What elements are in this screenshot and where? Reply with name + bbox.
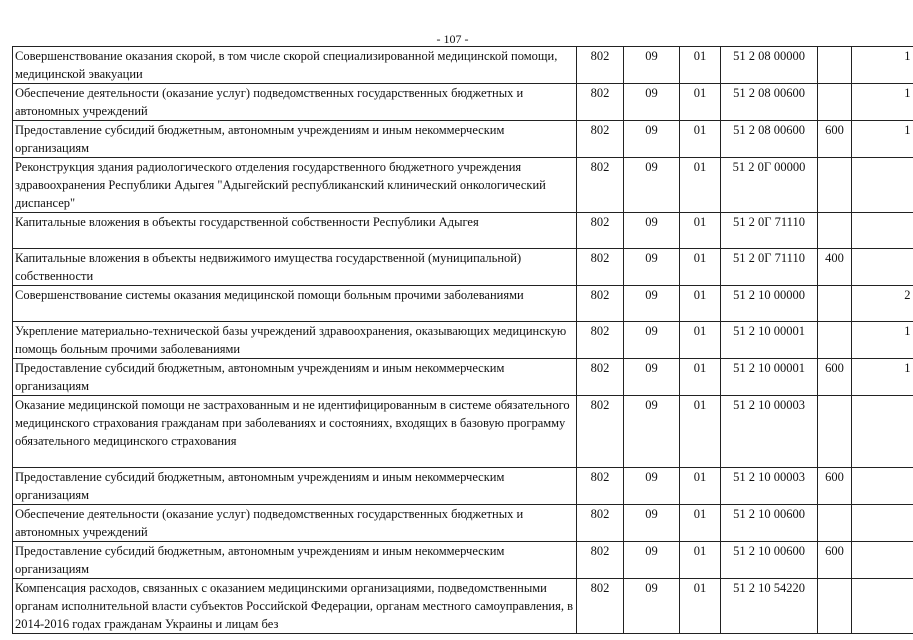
row-name: Компенсация расходов, связанных с оказанием медицинскими организациями, подведомственными органам исполнительной власти субъектов Российской Федерации, органам местного самоуправления, в 2014-2016 годах гражданам Украины и лицам без <box>13 579 577 634</box>
amount <box>852 505 913 542</box>
section-code: 09 <box>624 249 680 286</box>
row-name: Капитальные вложения в объекты недвижимого имущества государственной (муниципальной) собственности <box>13 249 577 286</box>
section-code: 09 <box>624 84 680 121</box>
amount <box>852 249 913 286</box>
subsection-code: 01 <box>680 396 721 468</box>
expense-type-code: 400 <box>818 249 852 286</box>
ved-code: 802 <box>577 359 624 396</box>
amount: 1 <box>852 359 913 396</box>
section-code: 09 <box>624 579 680 634</box>
target-article-code: 51 2 0Г 00000 <box>721 158 818 213</box>
subsection-code: 01 <box>680 47 721 84</box>
section-code: 09 <box>624 505 680 542</box>
row-name: Капитальные вложения в объекты государственной собственности Республики Адыгея <box>13 213 577 249</box>
table-row <box>13 542 913 579</box>
expense-type-code <box>818 322 852 359</box>
target-article-code: 51 2 10 00003 <box>721 468 818 505</box>
amount <box>852 158 913 213</box>
ved-code: 802 <box>577 396 624 468</box>
ved-code: 802 <box>577 322 624 359</box>
amount <box>852 579 913 634</box>
section-code: 09 <box>624 158 680 213</box>
subsection-code: 01 <box>680 286 721 322</box>
table-row <box>13 505 913 542</box>
subsection-code: 01 <box>680 359 721 396</box>
section-code: 09 <box>624 359 680 396</box>
row-name: Предоставление субсидий бюджетным, автономным учреждениям и иным некоммерческим организациям <box>13 468 577 505</box>
ved-code: 802 <box>577 542 624 579</box>
subsection-code: 01 <box>680 542 721 579</box>
section-code: 09 <box>624 286 680 322</box>
section-code: 09 <box>624 47 680 84</box>
expense-type-code <box>818 213 852 249</box>
ved-code: 802 <box>577 121 624 158</box>
target-article-code: 51 2 0Г 71110 <box>721 249 818 286</box>
table-row <box>13 84 913 121</box>
table-row <box>13 213 913 249</box>
table-row <box>13 121 913 158</box>
row-name: Обеспечение деятельности (оказание услуг) подведомственных государственных бюджетных и автономных учреждений <box>13 84 577 121</box>
section-code: 09 <box>624 213 680 249</box>
expense-type-code <box>818 579 852 634</box>
expense-type-code <box>818 505 852 542</box>
subsection-code: 01 <box>680 121 721 158</box>
target-article-code: 51 2 10 00600 <box>721 542 818 579</box>
expense-type-code <box>818 47 852 84</box>
target-article-code: 51 2 08 00000 <box>721 47 818 84</box>
ved-code: 802 <box>577 84 624 121</box>
expense-type-code <box>818 84 852 121</box>
ved-code: 802 <box>577 505 624 542</box>
ved-code: 802 <box>577 286 624 322</box>
expense-type-code: 600 <box>818 542 852 579</box>
subsection-code: 01 <box>680 249 721 286</box>
target-article-code: 51 2 10 00003 <box>721 396 818 468</box>
row-name: Предоставление субсидий бюджетным, автономным учреждениям и иным некоммерческим организациям <box>13 359 577 396</box>
expense-type-code: 600 <box>818 121 852 158</box>
row-name: Реконструкция здания радиологического отделения государственного бюджетного учреждения здравоохранения Республики Адыгея "Адыгейский республиканский клинический онкологический диспансер" <box>13 158 577 213</box>
ved-code: 802 <box>577 579 624 634</box>
expense-type-code <box>818 286 852 322</box>
target-article-code: 51 2 10 00001 <box>721 322 818 359</box>
amount: 1 <box>852 121 913 158</box>
table-row <box>13 158 913 213</box>
section-code: 09 <box>624 468 680 505</box>
target-article-code: 51 2 10 00600 <box>721 505 818 542</box>
ved-code: 802 <box>577 213 624 249</box>
table-row <box>13 47 913 84</box>
amount: 1 <box>852 322 913 359</box>
ved-code: 802 <box>577 249 624 286</box>
subsection-code: 01 <box>680 579 721 634</box>
ved-code: 802 <box>577 47 624 84</box>
subsection-code: 01 <box>680 213 721 249</box>
row-name: Совершенствование оказания скорой, в том числе скорой специализированной медицинской помощи, медицинской эвакуации <box>13 47 577 84</box>
page-number: - 107 - <box>436 32 469 46</box>
expense-type-code <box>818 396 852 468</box>
row-name: Совершенствование системы оказания медицинской помощи больным прочими заболеваниями <box>13 286 577 322</box>
table-row <box>13 396 913 468</box>
subsection-code: 01 <box>680 322 721 359</box>
table-row <box>13 286 913 322</box>
table-row <box>13 322 913 359</box>
target-article-code: 51 2 10 00001 <box>721 359 818 396</box>
target-article-code: 51 2 0Г 71110 <box>721 213 818 249</box>
amount: 1 <box>852 47 913 84</box>
amount <box>852 542 913 579</box>
amount: 1 <box>852 84 913 121</box>
subsection-code: 01 <box>680 84 721 121</box>
subsection-code: 01 <box>680 468 721 505</box>
ved-code: 802 <box>577 158 624 213</box>
row-name: Предоставление субсидий бюджетным, автономным учреждениям и иным некоммерческим организациям <box>13 121 577 158</box>
subsection-code: 01 <box>680 158 721 213</box>
target-article-code: 51 2 08 00600 <box>721 121 818 158</box>
amount <box>852 396 913 468</box>
table-row <box>13 359 913 396</box>
table-row <box>13 468 913 505</box>
table-row <box>13 579 913 634</box>
section-code: 09 <box>624 396 680 468</box>
ved-code: 802 <box>577 468 624 505</box>
target-article-code: 51 2 10 00000 <box>721 286 818 322</box>
target-article-code: 51 2 08 00600 <box>721 84 818 121</box>
budget-table <box>12 46 913 634</box>
row-name: Предоставление субсидий бюджетным, автономным учреждениям и иным некоммерческим организациям <box>13 542 577 579</box>
expense-type-code: 600 <box>818 468 852 505</box>
row-name: Укрепление материально-технической базы учреждений здравоохранения, оказывающих медицинскую помощь больным прочими заболеваниями <box>13 322 577 359</box>
section-code: 09 <box>624 121 680 158</box>
expense-type-code <box>818 158 852 213</box>
subsection-code: 01 <box>680 505 721 542</box>
amount <box>852 468 913 505</box>
row-name: Обеспечение деятельности (оказание услуг) подведомственных государственных бюджетных и автономных учреждений <box>13 505 577 542</box>
amount: 2 <box>852 286 913 322</box>
expense-type-code: 600 <box>818 359 852 396</box>
section-code: 09 <box>624 322 680 359</box>
target-article-code: 51 2 10 54220 <box>721 579 818 634</box>
row-name: Оказание медицинской помощи не застрахованным и не идентифицированным в системе обязательного медицинского страхования гражданам при заболеваниях и состояниях, входящих в базовую программу обязательного медицинского страхования <box>13 396 577 468</box>
section-code: 09 <box>624 542 680 579</box>
table-row <box>13 249 913 286</box>
amount <box>852 213 913 249</box>
